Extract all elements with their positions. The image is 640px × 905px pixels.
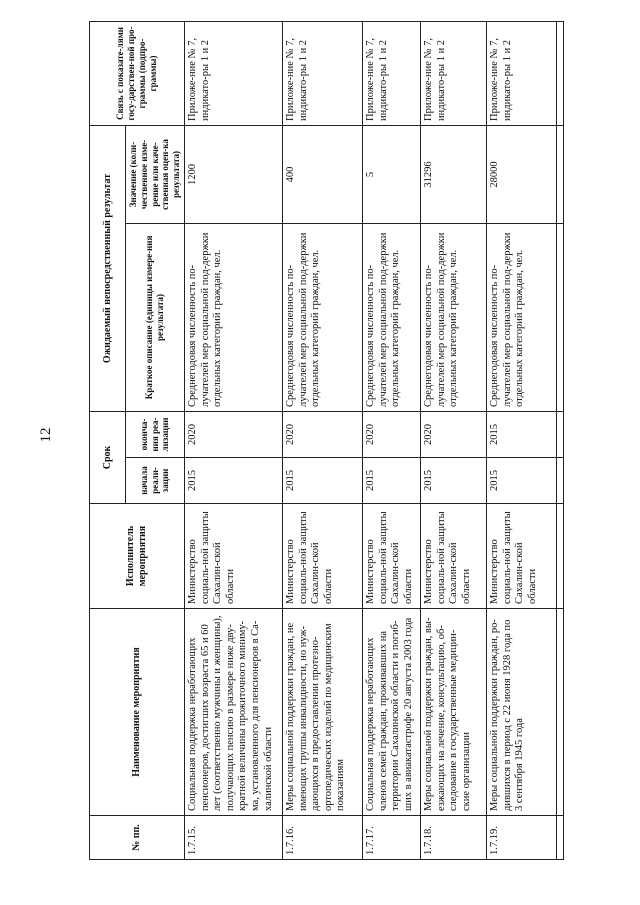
cell-name: Социальная поддержка неработающих членов семей граждан, проживавших на территории Сахалинской области и погиб-ших в авиакатастрофе 20 августа 2003 года xyxy=(362,609,420,816)
rotated-page xyxy=(89,22,560,860)
measures-table xyxy=(89,21,564,860)
cell-value: 5 xyxy=(362,125,420,223)
cell-start: 2015 xyxy=(420,458,486,504)
cell-num: 1.7.18. xyxy=(420,816,486,860)
cell-end: 2020 xyxy=(420,411,486,457)
cell-value: 1200 xyxy=(184,125,282,223)
cell-end: 2015 xyxy=(486,411,556,457)
cell-executor: Министерство социаль-ной защиты Сахалин-ской области xyxy=(420,504,486,609)
table-row xyxy=(282,21,362,859)
cell-start: 2015 xyxy=(184,458,282,504)
cell-desc: Среднегодовая численность по-лучателей мер социальной под-держки отдельных категорий граждан, чел. xyxy=(486,223,556,411)
cell-desc: Среднегодовая численность по-лучателей мер социальной под-держки отдельных категорий граждан, чел. xyxy=(362,223,420,411)
cell-link: Приложе-ние № 7, индикато-ры 1 и 2 xyxy=(420,21,486,125)
header-result-value: Значение (коли-чественное изме-рение или каче-ственная оцен-ка результата) xyxy=(126,125,185,223)
header-result-desc: Краткое описание (единицы измере-ния результата) xyxy=(126,223,185,411)
cell-end: 2020 xyxy=(184,411,282,457)
table-row xyxy=(486,21,556,859)
header-term-end: оконча-ния реа-лизации xyxy=(126,411,185,457)
cell-desc: Среднегодовая численность по-лучателей мер социальной под-держки отдельных категорий граждан, чел. xyxy=(420,223,486,411)
cell-start: 2015 xyxy=(282,458,362,504)
header-term-start: начала реали-зации xyxy=(126,458,185,504)
header-name: Наименование мероприятия xyxy=(90,609,185,816)
header-result: Ожидаемый непосредственный результат xyxy=(90,125,126,411)
header-link: Связь с показате-лями госу-дарствен-ной про-граммы (подпро-граммы) xyxy=(90,21,185,125)
cell-value: 400 xyxy=(282,125,362,223)
cell-num: 1.7.16. xyxy=(282,816,362,860)
cell-name: Социальная поддержка неработающих пенсионеров, достигших возраста 65 и 60 лет (соответственно мужчины и женщины), получающих пенсию в размере ниже дву-кратной величины прожиточного миниму-ма, установленного для пенсионеров в Са-халинской области xyxy=(184,609,282,816)
cell-executor: Министерство социаль-ной защиты Сахалин-ской области xyxy=(184,504,282,609)
cell-value: 31296 xyxy=(420,125,486,223)
header-num: № пп. xyxy=(90,816,185,860)
cell-name: Меры социальной поддержки граждан, не имеющих группы инвалидности, но нуж-дающихся в предоставлении протезно-ортопедических изделий по медицинским показаниям xyxy=(282,609,362,816)
cell-link: Приложе-ние № 7, индикато-ры 1 и 2 xyxy=(184,21,282,125)
page-number: 12 xyxy=(38,427,54,443)
table-row xyxy=(184,21,282,859)
cell-desc: Среднегодовая численность по-лучателей мер социальной под-держки отдельных категорий граждан, чел. xyxy=(184,223,282,411)
cell-num: 1.7.19. xyxy=(486,816,556,860)
cell-start: 2015 xyxy=(486,458,556,504)
cell-desc: Среднегодовая численность по-лучателей мер социальной под-держки отдельных категорий граждан, чел. xyxy=(282,223,362,411)
table-row-continuation xyxy=(556,21,563,859)
cell-value: 28000 xyxy=(486,125,556,223)
header-term: Срок xyxy=(90,411,126,503)
cell-executor: Министерство социаль-ной защиты Сахалин-ской области xyxy=(282,504,362,609)
cell-executor: Министерство социаль-ной защиты Сахалин-ской области xyxy=(362,504,420,609)
cell-executor: Министерство социаль-ной защиты Сахалин-ской области xyxy=(486,504,556,609)
cell-end: 2020 xyxy=(282,411,362,457)
cell-num: 1.7.17. xyxy=(362,816,420,860)
cell-link: Приложе-ние № 7, индикато-ры 1 и 2 xyxy=(362,21,420,125)
cell-name: Меры социальной поддержки граждан, ро-дившихся в период с 22 июня 1928 года по 3 сентября 1945 года xyxy=(486,609,556,816)
header-executor: Исполнитель мероприятия xyxy=(90,504,185,609)
cell-end: 2020 xyxy=(362,411,420,457)
cell-link: Приложе-ние № 7, индикато-ры 1 и 2 xyxy=(486,21,556,125)
cell-num: 1.7.15. xyxy=(184,816,282,860)
cell-start: 2015 xyxy=(362,458,420,504)
cell-name: Меры социальной поддержки граждан, вы-езжающих на лечение, консультацию, об-следование в государственные медицин-ские организации xyxy=(420,609,486,816)
table-row xyxy=(420,21,486,859)
cell-link: Приложе-ние № 7, индикато-ры 1 и 2 xyxy=(282,21,362,125)
table-row xyxy=(362,21,420,859)
